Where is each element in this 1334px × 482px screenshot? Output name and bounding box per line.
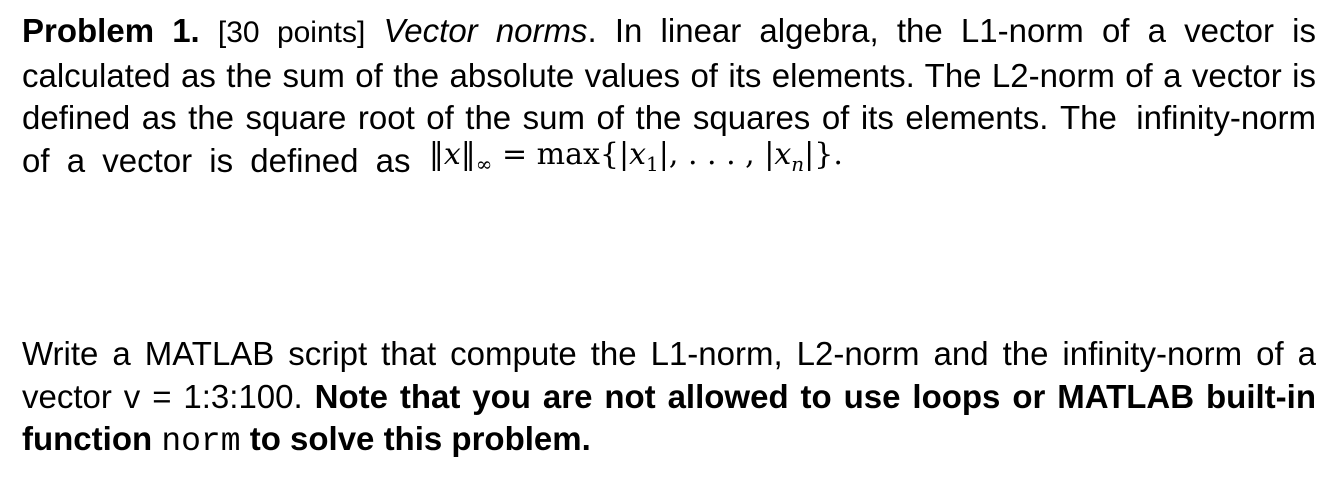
infinity-norm-formula <box>428 136 843 176</box>
problem-description: . In linear algebra, the L1-norm of a vector is calculated as the sum of the absolute values of its elements. The L2-norm of a vector is defined as the square root of the sum of the squares of its elements. <box>22 12 1317 136</box>
problem-heading: Problem 1. <box>22 12 200 49</box>
xn-sub: n <box>791 151 805 176</box>
norm-subscript: ∞ <box>475 151 493 176</box>
norm-close: ‖ <box>460 136 476 172</box>
x1-sub: 1 <box>646 151 659 176</box>
task-constraint-end: to solve this problem. <box>240 420 591 457</box>
problem-task-paragraph <box>22 333 1316 464</box>
problem-intro-paragraph <box>22 0 1316 193</box>
formula-middle: |, . . . , | <box>658 136 775 172</box>
formula-end: |}. <box>804 136 843 172</box>
problem-points: [30 points] <box>217 16 366 49</box>
infinity-norm-intro: The infinity-norm of a vector is defined as <box>22 99 1317 179</box>
norm-open: ‖ <box>428 136 444 172</box>
problem-document <box>22 0 1316 464</box>
formula-eq: = max{| <box>492 136 630 172</box>
task-code-norm: norm <box>161 423 241 460</box>
xn-var: x <box>774 136 792 172</box>
problem-topic: Vector norms <box>383 12 588 49</box>
task-constraint: Note that you are not allowed to use loops or MATLAB built-in function <box>22 377 1316 457</box>
x1-var: x <box>629 136 647 172</box>
norm-var: x <box>443 136 461 172</box>
task-text: Write a MATLAB script that compute the L1-norm, L2-norm and the infinity-norm of a vector v = 1:3:100. <box>22 335 1316 415</box>
